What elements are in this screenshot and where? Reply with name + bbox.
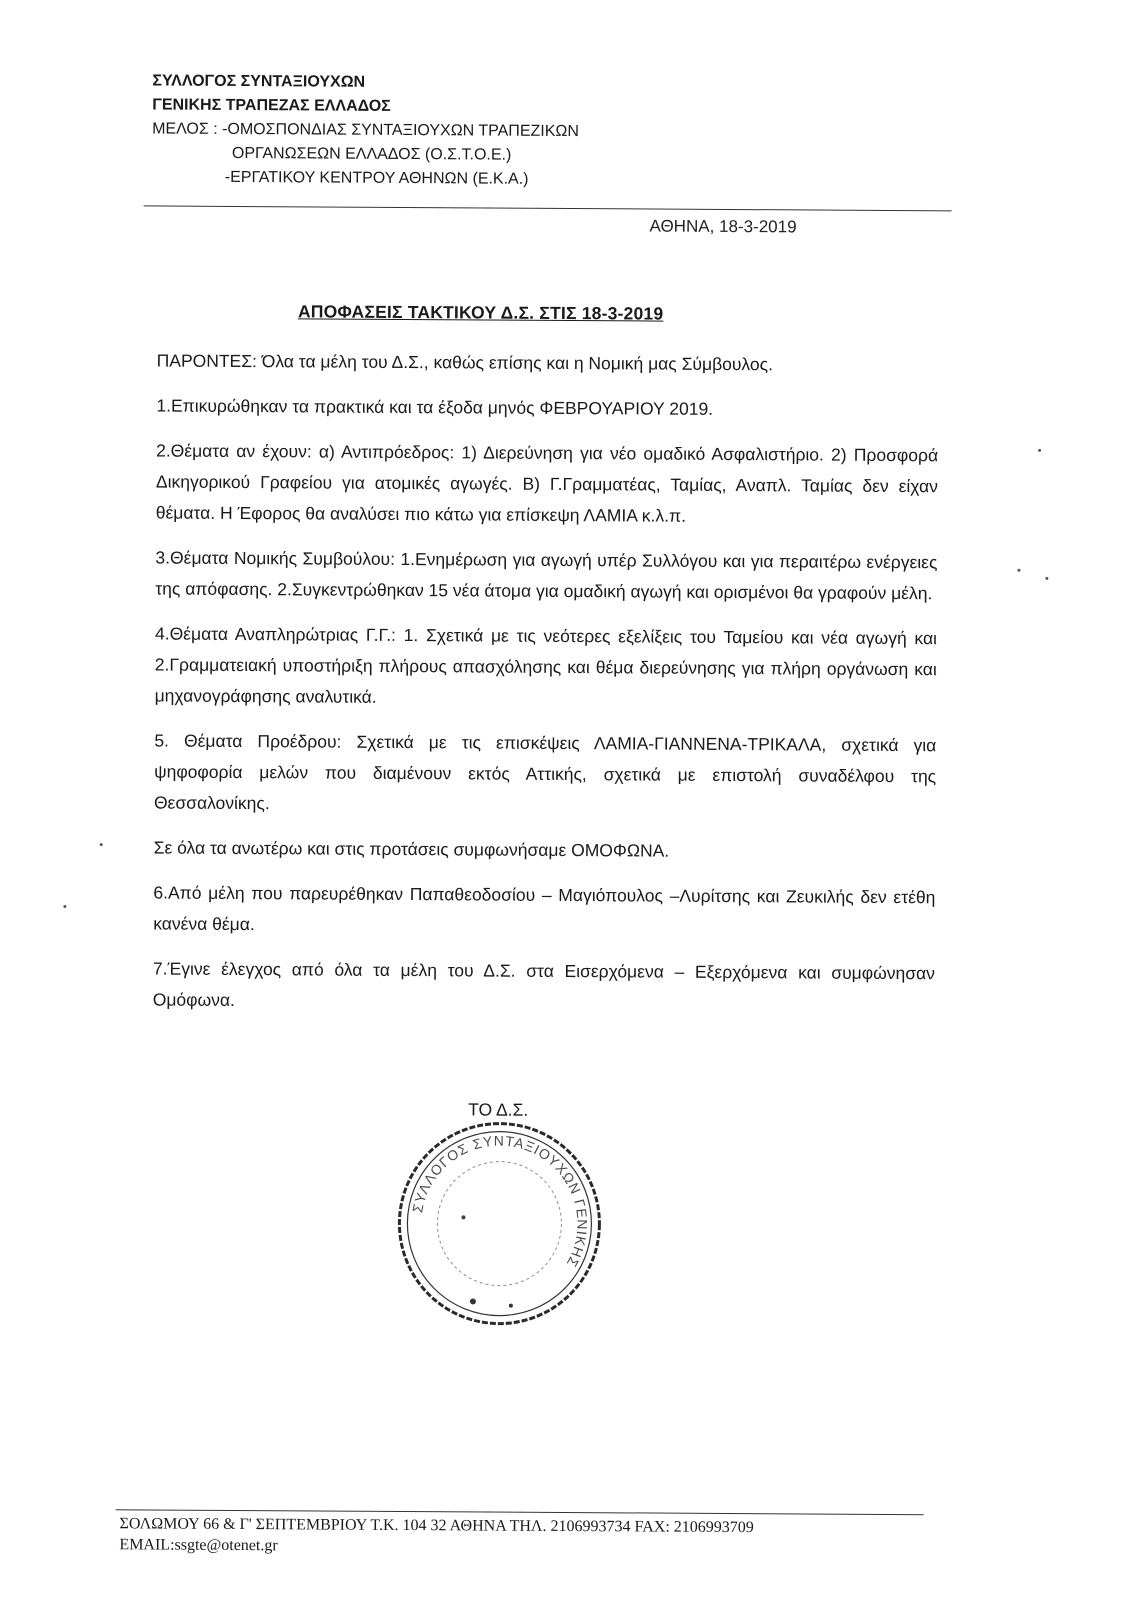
paragraph-item-3: 3.Θέματα Νομικής Συμβούλου: 1.Ενημέρωση για αγωγή υπέρ Συλλόγου και για περαιτέρω ενέργειες της απόφασης. 2.Συγκεντρώθηκαν 15 νέα άτομα για ομαδική αγωγή και ορισμένοι θα γραφούν μέλη.: [155, 547, 938, 604]
signature-label: ΤΟ Δ.Σ.: [468, 1099, 529, 1120]
paragraph-agreement: Σε όλα τα ανωτέρω και στις προτάσεις συμφωνήσαμε ΟΜΟΦΩΝΑ.: [153, 837, 670, 861]
scan-speck: [1045, 577, 1048, 580]
official-stamp-icon: [393, 1117, 606, 1330]
letterhead: [152, 69, 580, 192]
footer: [119, 1513, 754, 1559]
scan-speck: [100, 843, 103, 846]
org-name-line2: ΓΕΝΙΚΗΣ ΤΡΑΠΕΖΑΣ ΕΛΛΑΔΟΣ: [152, 96, 391, 115]
document-date: ΑΘΗΝΑ, 18-3-2019: [649, 216, 797, 237]
header-divider: [144, 205, 952, 211]
paragraph-item-6: 6.Από μέλη που παρευρέθηκαν Παπαθεοδοσίου – Μαγιόπουλος –Λυρίτσης και Ζευκιλής δεν ετέθη κανένα θέμα.: [153, 882, 936, 935]
paragraph-item-7: 7.Έγινε έλεγχος από όλα τα μέλη του Δ.Σ. στα Εισερχόμενα – Εξερχόμενα και συμφώνησαν Ομόφωνα.: [152, 958, 936, 1010]
paragraph-item-2: 2.Θέματα αν έχουν: α) Αντιπρόεδρος: 1) Διερεύνηση για νέο ομαδικό Ασφαλιστήριο. 2) Προσφορά Δικηγορικού Γραφείου για ατομικές αγωγές. Β) Γ.Γραμματέας, Ταμίας, Αναπλ. Ταμίας δεν είχαν θέματα. Η Έφορος θα αναλύσει πιο κάτω για επίσκεψη ΛΑΜΙΑ κ.λ.π.: [155, 440, 939, 526]
scan-speck: [1038, 449, 1041, 452]
footer-email: EMAIL:ssgte@otenet.gr: [119, 1536, 278, 1555]
svg-text:ΣΥΛΛΟΓΟΣ ΣΥΝΤΑΞΙΟΥΧΩΝ ΓΕΝΙΚΗΣ: [409, 1132, 591, 1271]
membership-line3: -ΕΡΓΑΤΙΚΟΥ ΚΕΝΤΡΟΥ ΑΘΗΝΩΝ (Ε.Κ.Α.): [224, 168, 529, 188]
paragraph-item-5: 5. Θέματα Προέδρου: Σχετικά με τις επισκέψεις ΛΑΜΙΑ-ΓΙΑΝΝΕΝΑ-ΤΡΙΚΑΛΑ, σχετικά για ψηφοφορία μελών που διαμένουν εκτός Αττικής, σχετικά με επιστολή συναδέλφου της Θεσσαλονίκης.: [153, 730, 937, 814]
document-body: [153, 345, 939, 1034]
membership-line2: ΟΡΓΑΝΩΣΕΩΝ ΕΛΛΑΔΟΣ (Ο.Σ.Τ.Ο.Ε.): [231, 144, 512, 164]
scan-speck: [63, 905, 66, 908]
org-name-line1: ΣΥΛΛΟΓΟΣ ΣΥΝΤΑΞΙΟΥΧΩΝ: [152, 72, 366, 91]
membership-line1: ΜΕΛΟΣ : -ΟΜΟΣΠΟΝΔΙΑΣ ΣΥΝΤΑΞΙΟΥΧΩΝ ΤΡΑΠΕΖΙΚΩΝ: [152, 120, 580, 141]
scan-speck: [1017, 569, 1020, 572]
paragraph-present: ΠΑΡΟΝΤΕΣ: Όλα τα μέλη του Δ.Σ., καθώς επίσης και η Νομική μας Σύμβουλος.: [156, 350, 774, 375]
document-title: ΑΠΟΦΑΣΕΙΣ ΤΑΚΤΙΚΟΥ Δ.Σ. ΣΤΙΣ 18-3-2019: [297, 301, 664, 324]
paragraph-item-1: 1.Επικυρώθηκαν τα πρακτικά και τα έξοδα μηνός ΦΕΒΡΟΥΑΡΙΟΥ 2019.: [156, 395, 714, 419]
footer-address: ΣΟΛΩΜΟΥ 66 & Γ' ΣΕΠΤΕΜΒΡΙΟΥ Τ.Κ. 104 32 ΑΘΗΝΑ ΤΗΛ. 2106993734 FAX: 2106993709: [119, 1515, 754, 1537]
stamp-text: ΣΥΛΛΟΓΟΣ ΣΥΝΤΑΞΙΟΥΧΩΝ ΓΕΝΙΚΗΣ: [409, 1132, 591, 1271]
paragraph-item-4: 4.Θέματα Αναπληρώτριας Γ.Γ.: 1. Σχετικά με τις νεότερες εξελίξεις του Ταμείου και νέα αγωγή και 2.Γραμματειακή υποστήριξη πλήρους απασχόλησης και θέμα διερεύνησης για πλήρη οργάνωση και μηχανογράφησης αναλυτικά.: [154, 623, 938, 707]
